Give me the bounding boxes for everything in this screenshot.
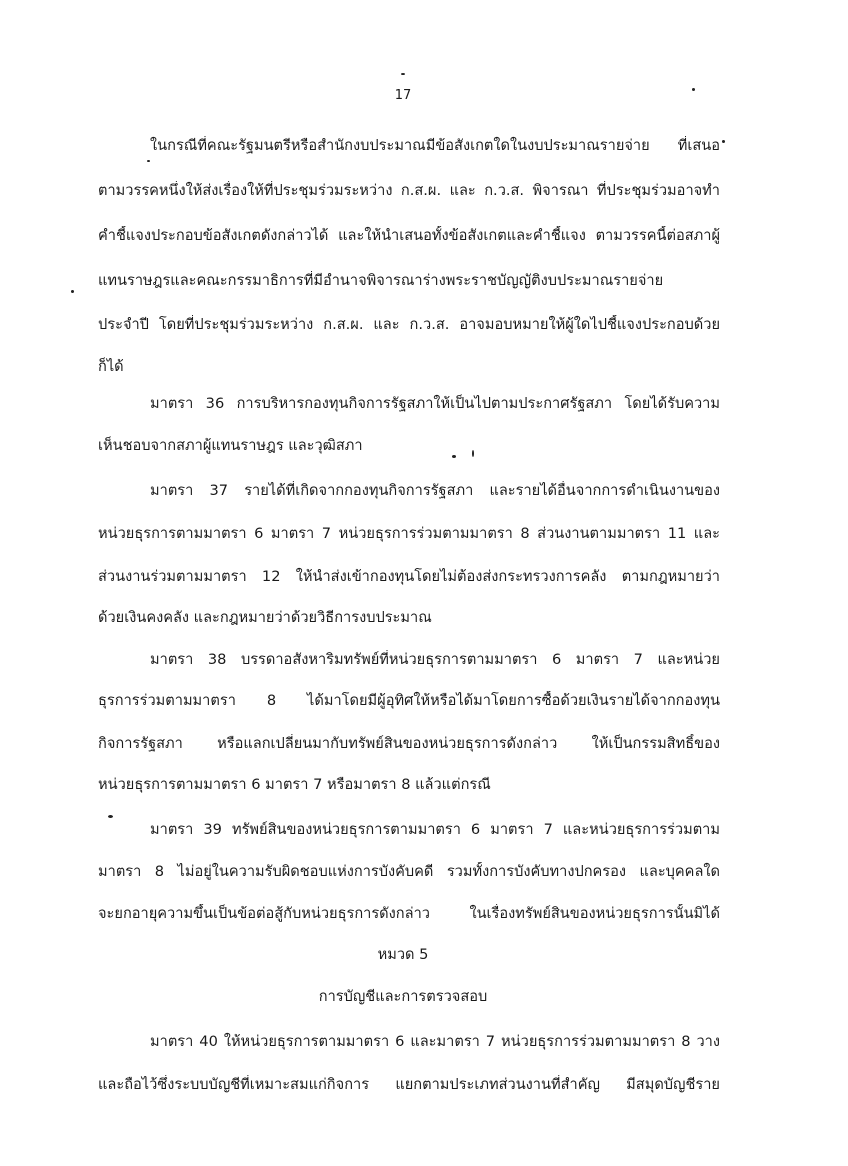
scan-speck: [108, 815, 113, 818]
text-line: ส่วนงานร่วมตามมาตรา 12 ให้นำส่งเข้ากองทุนโดยไม่ต้องส่งกระทรวงการคลัง ตามกฎหมายว่า: [98, 568, 720, 585]
section-39-line: มาตรา 39 ทรัพย์สินของหน่วยธุรการตามมาตรา 6 มาตรา 7 และหน่วยธุรการร่วมตาม: [150, 821, 720, 838]
section-36-line: มาตรา 36 การบริหารกองทุนกิจการรัฐสภาให้เป็นไปตามประกาศรัฐสภา โดยได้รับความ: [150, 395, 720, 412]
text-line: กิจการรัฐสภา หรือแลกเปลี่ยนมากับทรัพย์สินของหน่วยธุรการดังกล่าว ให้เป็นกรรมสิทธิ์ของ: [98, 735, 720, 752]
text-line: ด้วยเงินคงคลัง และกฎหมายว่าด้วยวิธีการงบประมาณ: [98, 609, 432, 626]
text-line: หน่วยธุรการตามมาตรา 6 มาตรา 7 หรือมาตรา 8 แล้วแต่กรณี: [98, 776, 491, 793]
text-line: เห็นชอบจากสภาผู้แทนราษฎร และวุฒิสภา: [98, 437, 363, 454]
text-line: หน่วยธุรการตามมาตรา 6 มาตรา 7 หน่วยธุรการร่วมตามมาตรา 8 ส่วนงานตามมาตรา 11 และ: [98, 525, 720, 542]
chapter-heading: หมวด 5: [377, 946, 429, 963]
text-line: มาตรา 8 ไม่อยู่ในความรับผิดชอบแห่งการบังคับคดี รวมทั้งการบังคับทางปกครอง และบุคคลใด: [98, 863, 720, 880]
scan-speck: [71, 290, 74, 293]
text-line: จะยกอายุความขึ้นเป็นข้อต่อสู้กับหน่วยธุรการดังกล่าว ในเรื่องทรัพย์สินของหน่วยธุรการนั้นมิได้: [98, 905, 720, 922]
text-line: ก็ได้: [98, 358, 124, 375]
text-line: ธุรการร่วมตามมาตรา 8 ได้มาโดยมีผู้อุทิศให้หรือได้มาโดยการซื้อด้วยเงินรายได้จากกองทุน: [98, 692, 720, 709]
text-line: ตามวรรคหนึ่งให้ส่งเรื่องให้ที่ประชุมร่วมระหว่าง ก.ส.ผ. และ ก.ว.ส. พิจารณา ที่ประชุมร่วมอาจทำ: [98, 182, 720, 199]
section-37-line: มาตรา 37 รายได้ที่เกิดจากกองทุนกิจการรัฐสภา และรายได้อื่นจากการดำเนินงานของ: [150, 482, 720, 499]
page-number: 17: [394, 88, 412, 103]
section-40-line: มาตรา 40 ให้หน่วยธุรการตามมาตรา 6 และมาตรา 7 หน่วยธุรการร่วมตามมาตรา 8 วาง: [150, 1033, 720, 1050]
section-38-line: มาตรา 38 บรรดาอสังหาริมทรัพย์ที่หน่วยธุรการตามมาตรา 6 มาตรา 7 และหน่วย: [150, 651, 720, 668]
chapter-title: การบัญชีและการตรวจสอบ: [318, 988, 488, 1005]
scan-speck: [722, 140, 725, 143]
text-line: แทนราษฎรและคณะกรรมาธิการที่มีอำนาจพิจารณาร่างพระราชบัญญัติงบประมาณรายจ่าย: [98, 272, 664, 289]
scan-speck: [472, 450, 474, 457]
scan-speck: [401, 73, 405, 75]
text-line: และถือไว้ซึ่งระบบบัญชีที่เหมาะสมแก่กิจการ แยกตามประเภทส่วนงานที่สำคัญ มีสมุดบัญชีราย: [98, 1076, 720, 1093]
scan-speck: [692, 88, 695, 91]
text-line: ประจำปี โดยที่ประชุมร่วมระหว่าง ก.ส.ผ. และ ก.ว.ส. อาจมอบหมายให้ผู้ใดไปชี้แจงประกอบด้วย: [98, 316, 720, 333]
scan-speck: [452, 455, 456, 458]
scan-speck: [147, 160, 150, 162]
text-line: ในกรณีที่คณะรัฐมนตรีหรือสำนักงบประมาณมีข้อสังเกตใดในงบประมาณรายจ่าย ที่เสนอ: [150, 137, 720, 154]
text-line: คำชี้แจงประกอบข้อสังเกตดังกล่าวได้ และให้นำเสนอทั้งข้อสังเกตและคำชี้แจง ตามวรรคนี้ต่อสภาผู้: [98, 227, 720, 244]
